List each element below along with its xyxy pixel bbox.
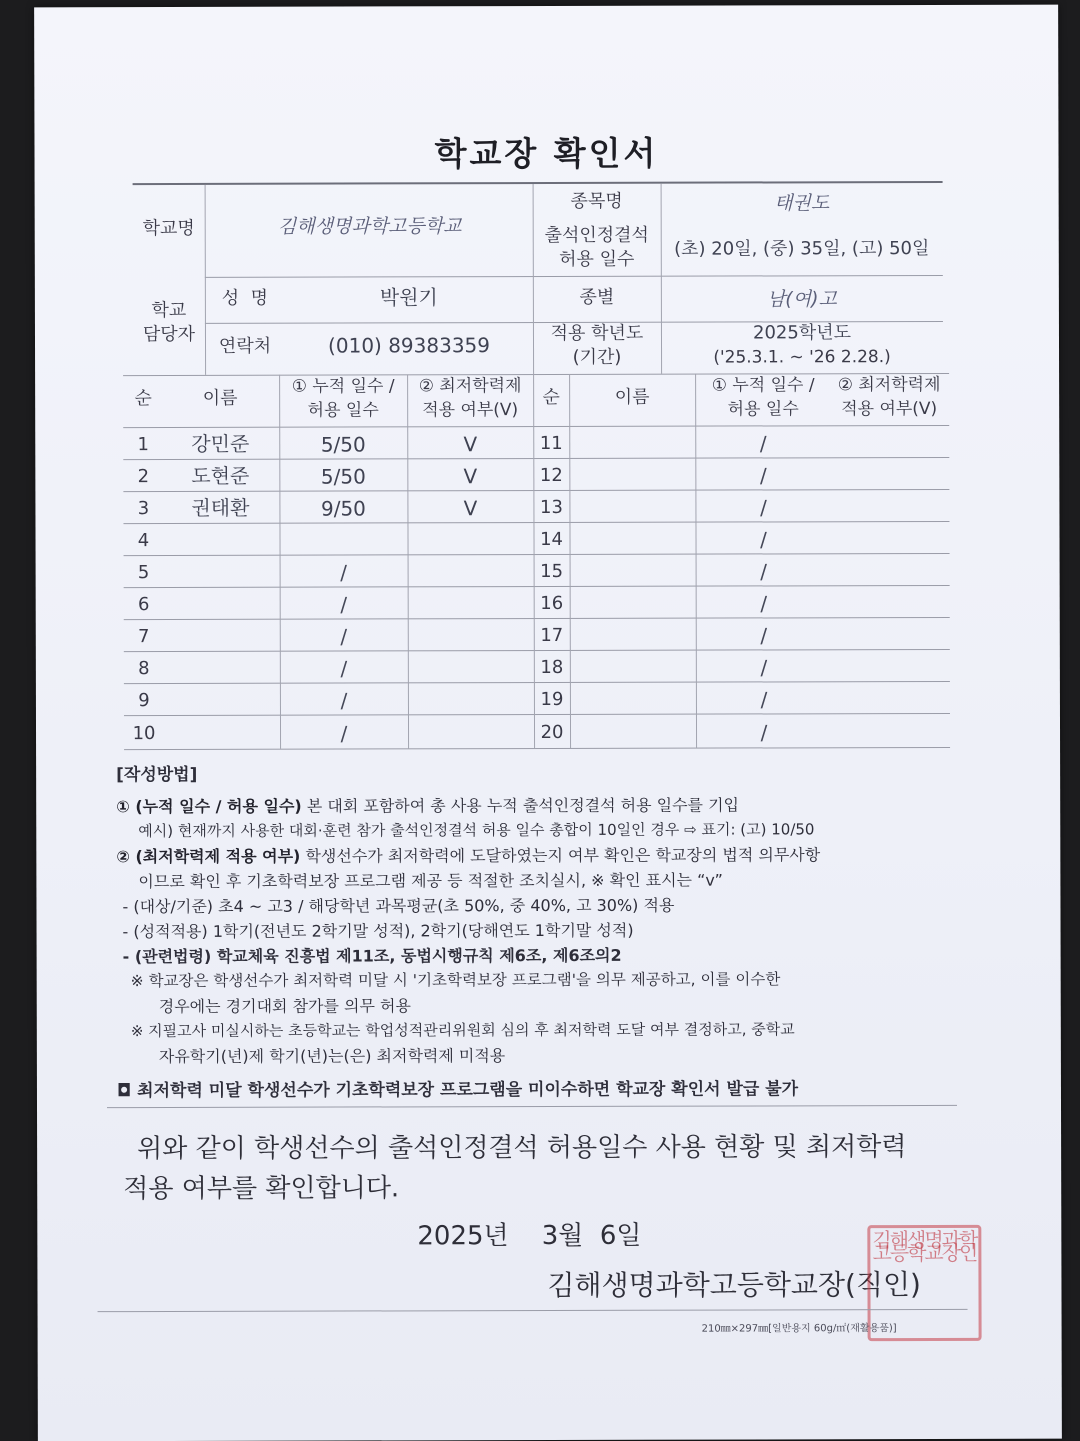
note-line <box>116 842 956 869</box>
absence-label-2: 허용 일수 <box>535 248 659 272</box>
divider <box>124 553 950 556</box>
year-period: ('25.3.1. ~ '26 2.28.) <box>661 345 943 370</box>
row-number: 11 <box>533 432 569 456</box>
note-line: - (대상/기준) 초4 ~ 고3 / 해당학년 과목평균(초 50%, 중 40%, 고 30%) 적용 <box>116 892 956 919</box>
name-label: 성 명 <box>205 287 285 311</box>
paper-spec: 210㎜×297㎜[일반용지 60g/㎡(재활용품)] <box>702 1319 897 1335</box>
divider <box>124 649 950 652</box>
student-name: 강민준 <box>165 432 275 456</box>
divider <box>124 713 950 716</box>
divider <box>107 1105 957 1108</box>
table-top-border <box>133 181 943 185</box>
col-days-right: ① 누적 일수 / <box>695 373 831 397</box>
contact-label: 연락처 <box>205 335 285 359</box>
row-number: 19 <box>534 688 570 712</box>
contact-value: (010) 89383359 <box>285 333 533 358</box>
school-label: 학교명 <box>133 217 205 241</box>
divider <box>124 617 950 620</box>
col-name: 이름 <box>165 387 275 411</box>
note-warning: ◘ 최저학력 미달 학생선수가 기초학력보장 프로그램을 미이수하면 학교장 확인서 발급 불가 <box>117 1077 957 1104</box>
check-mark: V <box>407 464 533 488</box>
year-value: 2025학년도 <box>661 321 943 346</box>
note-line: ※ 학교장은 학생선수가 최저학력 미달 시 '기초학력보장 프로그램'을 의무 제공하고, 이를 이수한 <box>117 967 957 994</box>
days-used: / <box>280 721 408 745</box>
days-used: / <box>695 431 831 455</box>
document-title: 학교장 확인서 <box>34 127 1058 177</box>
row-number: 7 <box>124 625 164 649</box>
divider <box>205 275 943 278</box>
statement-line: 위와 같이 학생선수의 출석인정결석 허용일수 사용 현황 및 최저학력 <box>137 1129 906 1167</box>
note-line: - (관련법령) 학교체육 진흥법 제11조, 동법시행규칙 제6조, 제6조의2 <box>117 942 957 969</box>
col-acad-2: 적용 여부(V) <box>407 398 533 422</box>
days-used: / <box>696 687 832 711</box>
note-text: 학생선수가 최저학력에 도달하였는지 여부 확인은 학교장의 법적 의무사항 <box>300 845 820 865</box>
row-number: 9 <box>124 689 164 713</box>
days-used: / <box>696 720 832 744</box>
issue-date: 2025년 3월 6일 <box>417 1218 641 1255</box>
col-acad-right: ② 최저학력제 <box>829 373 949 397</box>
instructions-heading: [작성방법] <box>116 761 956 788</box>
note-line: - (성적적용) 1학기(전년도 2학기말 성적), 2학기(당해연도 1학기말 성적) <box>117 917 957 944</box>
year-label: 적용 학년도 <box>535 322 659 346</box>
divider <box>98 1309 968 1312</box>
statement-line: 적용 여부를 확인합니다. <box>123 1170 399 1207</box>
days-used: 9/50 <box>279 496 407 520</box>
check-mark: V <box>407 496 533 520</box>
days-used: / <box>280 624 408 648</box>
note-bold: ② (최저학력제 적용 여부) <box>116 847 300 866</box>
days-used: / <box>696 623 832 647</box>
row-number: 3 <box>123 497 163 521</box>
row-number: 6 <box>124 593 164 617</box>
name-value: 박원기 <box>285 285 533 310</box>
col-seq-right: 순 <box>533 386 569 410</box>
type-label: 종별 <box>535 286 659 310</box>
days-used: 5/50 <box>279 464 407 488</box>
note-line: 자유학기(년)제 학기(년)는(은) 최저학력제 미적용 <box>117 1042 957 1069</box>
row-number: 10 <box>124 722 164 746</box>
col-acad: ② 최저학력제 <box>407 374 533 398</box>
divider <box>124 681 950 684</box>
signer-name: 김해생명과학고등학교장(직인) <box>547 1267 921 1304</box>
divider <box>124 747 950 750</box>
days-used: / <box>695 463 831 487</box>
row-number: 15 <box>534 560 570 584</box>
days-used: / <box>280 560 408 584</box>
row-number: 5 <box>124 561 164 585</box>
note-line: 예시) 현재까지 사용한 대회·훈련 참가 출석인정결석 허용 일수 총합이 10일인 경우 ⇨ 표기: (고) 10/50 <box>116 817 956 844</box>
instructions <box>116 761 957 1104</box>
divider <box>123 489 949 492</box>
row-number: 4 <box>123 529 163 553</box>
days-used: / <box>696 559 832 583</box>
col-days-2: 허용 일수 <box>279 398 407 422</box>
row-number: 16 <box>534 592 570 616</box>
absence-label: 출석인정결석 <box>535 224 659 248</box>
days-used: / <box>280 592 408 616</box>
manager-label: 학교 <box>133 299 205 323</box>
type-value: 남(여)고 <box>661 287 943 312</box>
col-days-right-2: 허용 일수 <box>695 397 831 421</box>
seal-text: 김해생명과학고등학교장인 <box>870 1234 978 1260</box>
col-acad-right-2: 적용 여부(V) <box>829 397 949 421</box>
row-number: 18 <box>534 656 570 680</box>
note-bold: ① (누적 일수 / 허용 일수) <box>116 797 302 816</box>
col-seq: 순 <box>123 387 163 411</box>
sport-label: 종목명 <box>535 190 659 214</box>
school-value: 김해생명과학고등학교 <box>215 214 525 239</box>
divider <box>123 521 949 524</box>
row-number: 12 <box>533 464 569 488</box>
row-number: 13 <box>533 496 569 520</box>
divider <box>123 457 949 460</box>
days-used: / <box>695 527 831 551</box>
days-used: / <box>696 591 832 615</box>
row-number: 8 <box>124 657 164 681</box>
student-name: 권태환 <box>165 496 275 520</box>
row-number: 20 <box>534 721 570 745</box>
col-name-right: 이름 <box>569 386 695 410</box>
note-line: 경우에는 경기대회 참가를 의무 허용 <box>117 992 957 1019</box>
col-days: ① 누적 일수 / <box>279 374 407 398</box>
divider <box>124 585 950 588</box>
note-text: 본 대회 포함하여 총 사용 누적 출석인정결석 허용 일수를 기입 <box>302 796 739 816</box>
note-line <box>116 792 956 819</box>
check-mark: V <box>407 432 533 456</box>
days-used: / <box>695 495 831 519</box>
row-number: 17 <box>534 624 570 648</box>
note-line: ※ 지필고사 미실시하는 초등학교는 학업성적관리위원회 심의 후 최저학력 도달 여부 결정하고, 중학교 <box>117 1017 957 1044</box>
days-used: / <box>696 655 832 679</box>
sport-value: 태권도 <box>661 191 943 216</box>
days-used: / <box>280 688 408 712</box>
document-paper <box>34 5 1062 1441</box>
absence-value: (초) 20일, (중) 35일, (고) 50일 <box>661 237 943 262</box>
row-number: 2 <box>123 465 163 489</box>
days-used: / <box>280 656 408 680</box>
row-number: 14 <box>533 528 569 552</box>
divider <box>123 425 949 428</box>
days-used: 5/50 <box>279 432 407 456</box>
student-name: 도현준 <box>165 464 275 488</box>
row-number: 1 <box>123 433 163 457</box>
manager-label-2: 담당자 <box>133 323 205 347</box>
note-line: 이므로 확인 후 기초학력보장 프로그램 제공 등 적절한 조치실시, ※ 확인 표시는 “v” <box>116 867 956 894</box>
year-label-2: (기간) <box>535 346 659 370</box>
